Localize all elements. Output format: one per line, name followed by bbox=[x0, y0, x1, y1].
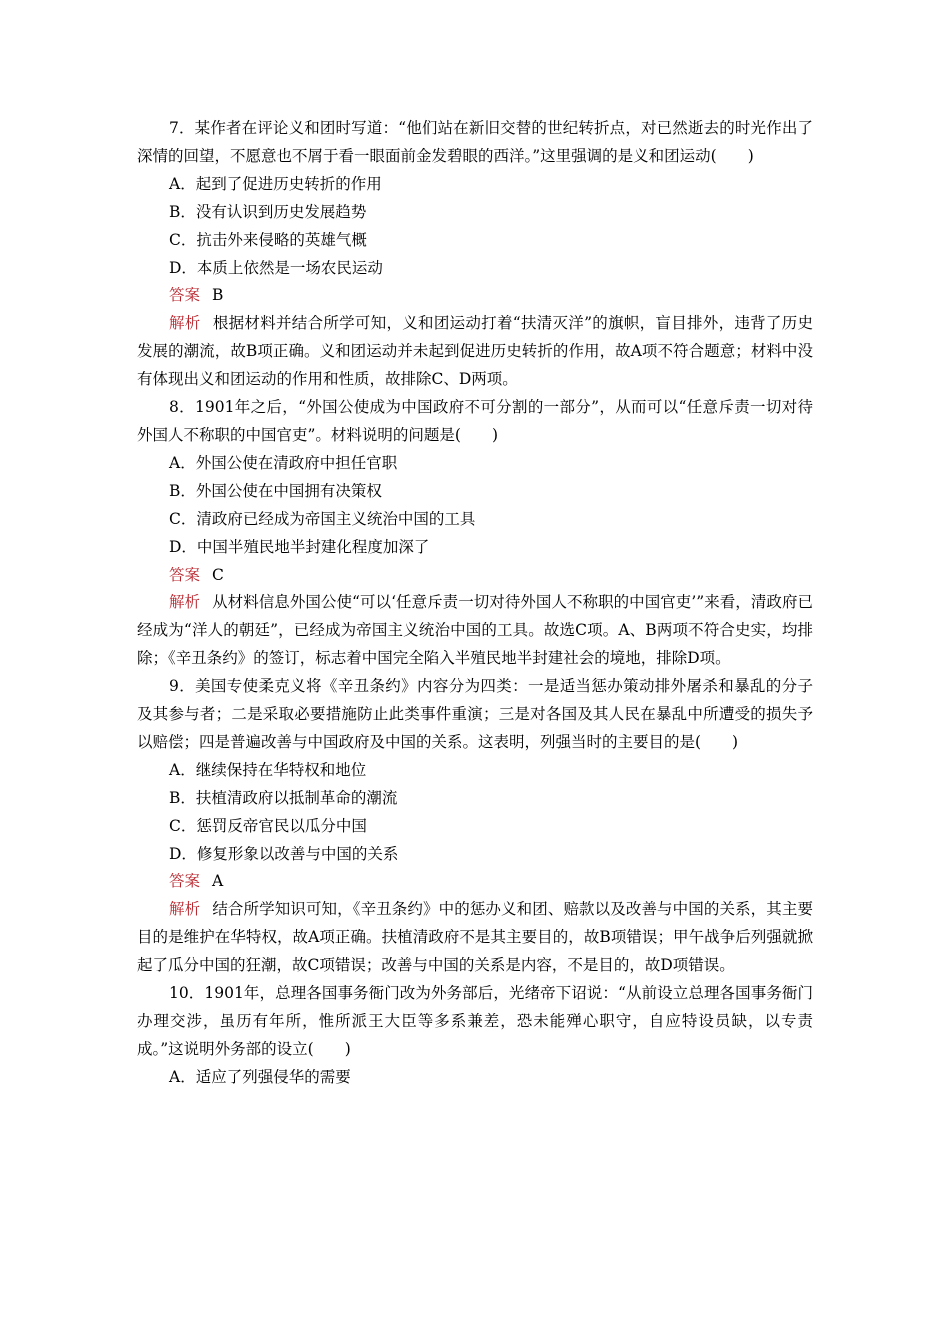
option-a: A．外国公使在清政府中担任官职 bbox=[169, 453, 398, 472]
analysis-text: 根据材料并结合所学可知，义和团运动打着“扶清灭洋”的旗帜，盲目排外，违背了历史发展的潮流，故B项正确。义和团运动并未起到促进历史转折的作用，故A项不符合题意；材料中没有体现出义和团运动的作用和性质，故排除C、D两项。 bbox=[137, 314, 813, 389]
analysis-paragraph bbox=[137, 310, 813, 394]
option-a: A．适应了列强侵华的需要 bbox=[169, 1067, 351, 1086]
question-stem: 7．某作者在评论义和团时写道：“他们站在新旧交替的世纪转折点，对已然逝去的时光作出了深情的回望，不愿意也不屑于看一眼面前金发碧眼的西洋。”这里强调的是义和团运动( ) bbox=[137, 119, 813, 165]
analysis-paragraph bbox=[137, 896, 813, 980]
question-10 bbox=[137, 980, 813, 1092]
option-c: C．惩罚反帝官民以瓜分中国 bbox=[169, 816, 367, 835]
answer-value: C bbox=[212, 565, 224, 584]
question-stem: 10．1901年，总理各国事务衙门改为外务部后，光绪帝下诏说：“从前设立总理各国事务衙门办理交涉，虽历有年所，惟所派王大臣等多系兼差，恐未能殚心职守，自应特设员缺，以专责成。”这说明外务部的设立( ) bbox=[137, 984, 813, 1058]
option-b: B．没有认识到历史发展趋势 bbox=[169, 202, 367, 221]
analysis-text: 从材料信息外国公使“可以‘任意斥责一切对待外国人不称职的中国官吏’”来看，清政府已经成为“洋人的朝廷”，已经成为帝国主义统治中国的工具。故选C项。A、B两项不符合史实，均排除；《辛丑条约》的签订，标志着中国完全陷入半殖民地半封建社会的境地，排除D项。 bbox=[137, 593, 813, 668]
option-c: C．抗击外来侵略的英雄气概 bbox=[169, 230, 367, 249]
analysis-label: 解析 bbox=[169, 900, 201, 919]
question-stem: 8．1901年之后，“外国公使成为中国政府不可分割的一部分”，从而可以“任意斥责一切对待外国人不称职的中国官吏”。材料说明的问题是( ) bbox=[137, 398, 813, 444]
option-c: C．清政府已经成为帝国主义统治中国的工具 bbox=[169, 509, 476, 528]
option-d: D．本质上依然是一场农民运动 bbox=[169, 258, 383, 277]
option-a: A．起到了促进历史转折的作用 bbox=[169, 174, 382, 193]
option-d: D．中国半殖民地半封建化程度加深了 bbox=[169, 537, 430, 556]
answer-line bbox=[137, 868, 813, 896]
option-b: B．扶植清政府以抵制革命的潮流 bbox=[169, 788, 398, 807]
analysis-text: 结合所学知识可知，《辛丑条约》中的惩办义和团、赔款以及改善与中国的关系，其主要目的是维护在华特权，故A项正确。扶植清政府不是其主要目的，故B项错误；甲午战争后列强就掀起了瓜分中国的狂潮，故C项错误；改善与中国的关系是内容，不是目的，故D项错误。 bbox=[137, 900, 813, 975]
analysis-label: 解析 bbox=[169, 314, 201, 333]
question-9 bbox=[137, 673, 813, 980]
answer-label: 答案 bbox=[169, 286, 201, 305]
question-7 bbox=[137, 115, 813, 394]
analysis-paragraph bbox=[137, 589, 813, 673]
answer-value: A bbox=[212, 872, 224, 891]
answer-label: 答案 bbox=[169, 565, 201, 584]
answer-value: B bbox=[212, 286, 224, 305]
document-content bbox=[137, 115, 813, 1092]
option-b: B．外国公使在中国拥有决策权 bbox=[169, 481, 382, 500]
option-a: A．继续保持在华特权和地位 bbox=[169, 760, 367, 779]
question-stem: 9．美国专使柔克义将《辛丑条约》内容分为四类：一是适当惩办策动排外屠杀和暴乱的分子及其参与者；二是采取必要措施防止此类事件重演；三是对各国及其人民在暴乱中所遭受的损失予以赔偿；四是普遍改善与中国政府及中国的关系。这表明，列强当时的主要目的是( ) bbox=[137, 677, 813, 751]
question-8 bbox=[137, 394, 813, 673]
answer-label: 答案 bbox=[169, 872, 201, 891]
answer-line bbox=[137, 562, 813, 590]
option-d: D．修复形象以改善与中国的关系 bbox=[169, 844, 399, 863]
answer-line bbox=[137, 282, 813, 310]
analysis-label: 解析 bbox=[169, 593, 201, 612]
